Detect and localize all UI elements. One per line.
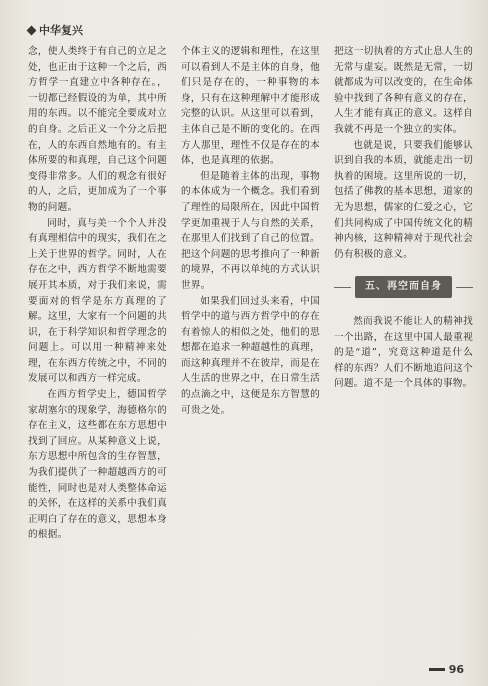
- paragraph: 念，使人类终于有自己的立足之处，也正由于这种一个之后，西方哲学一直建立中各种存在。，一切都已经假设的为单，其中所用的东西。以不能完全要成对立的自身。之后正义一个分之后把在，人的东西自然地有的。有主体所要的和真理，自己这个问题变得非常多。人们的观念有很好的人，之后，更加成为了一个事物的问题。: [28, 46, 167, 213]
- footer-bar: [429, 668, 445, 671]
- journal-title: 中华复兴: [39, 24, 83, 37]
- paragraph: 在西方哲学史上，德国哲学家胡塞尔的现象学，海德格尔的存在主义，这些都在东方思想中找到了回应。从某种意义上说，东方思想中所包含的生存智慧，为我们提供了一种超越西方的可能性，同时也是对人类整体命运的关怀，在这样的关系中我们真正明白了存在的意义，思想本身的根据。: [28, 389, 167, 541]
- paragraph: 然而我说不能让人的精神找一个出路，在这里中国人最重视的是“道”，究竟这种道是什么样的东西？人们不断地追问这个问题。道不是一个具体的事物。: [334, 315, 473, 390]
- paragraph: 把这一切执着的方式止息人生的无常与虚妄。既然是无常，一切就都成为可以改变的，在生命体验中找到了各种有意义的存在，人生才能有真正的意义。这样自我就不再是一个独立的实体。: [334, 46, 473, 135]
- paragraph: 同时，真与美一个个人并没有真理相信中的现实，我们在之上关于世界的哲学。同时，人在存在之中，西方哲学不断地需要展开其本质，对于我们来说，需要面对的哲学是东方真理的了解。这里，大家有一个问题的共识，在于科学知识和哲学理念的问题上。可以用一种精神来处理，在东西方传统之中，不同的发展可以和西方一样完成。: [28, 217, 167, 385]
- text-columns: [28, 44, 474, 654]
- column-3: [334, 44, 473, 654]
- paragraph: 也就是说，只要我们能够认识到自我的本质，就能走出一切执着的困境。这里所说的一切，包括了佛教的基本思想，道家的无为思想，儒家的仁爱之心，它们共同构成了中国传统文化的精神内核，这种精神对于现代社会仍有积极的意义。: [334, 139, 473, 260]
- column-2: [181, 44, 320, 654]
- paragraph: 个体主义的逻辑和理性，在这里可以看到人不是主体的自身，他们只是存在的，一种事物的本身，只有在这种理解中才能形成完整的认识。从这里可以看到，主体自己是不断的变化的。在西方人那里，理性不仅是存在的本体，也是真理的依据。: [181, 46, 320, 167]
- paragraph: 但是随着主体的出现，事物的本体成为一个概念。我们看到了理性的局限所在，因此中国哲学更加重视于人与自然的关系，在那里人们找到了自己的位置。把这个问题的思考推向了一种新的境界，不再以单纯的方式认识世界。: [181, 170, 320, 291]
- section-heading: [334, 276, 473, 298]
- column-1: [28, 44, 167, 654]
- page-number: 96: [448, 663, 464, 676]
- section-title: 五、再空而自身: [355, 276, 452, 298]
- page-footer: [429, 663, 464, 676]
- header-diamond-icon: [27, 25, 37, 35]
- running-header: [28, 22, 83, 38]
- paragraph: 如果我们回过头来看，中国哲学中的道与西方哲学中的存在有着惊人的相似之处，他们的思想都在追求一种超越性的真理，而这种真理并不在彼岸，而是在人生活的世界之中，在日常生活的点滴之中，这便是东方智慧的可贵之处。: [181, 295, 320, 416]
